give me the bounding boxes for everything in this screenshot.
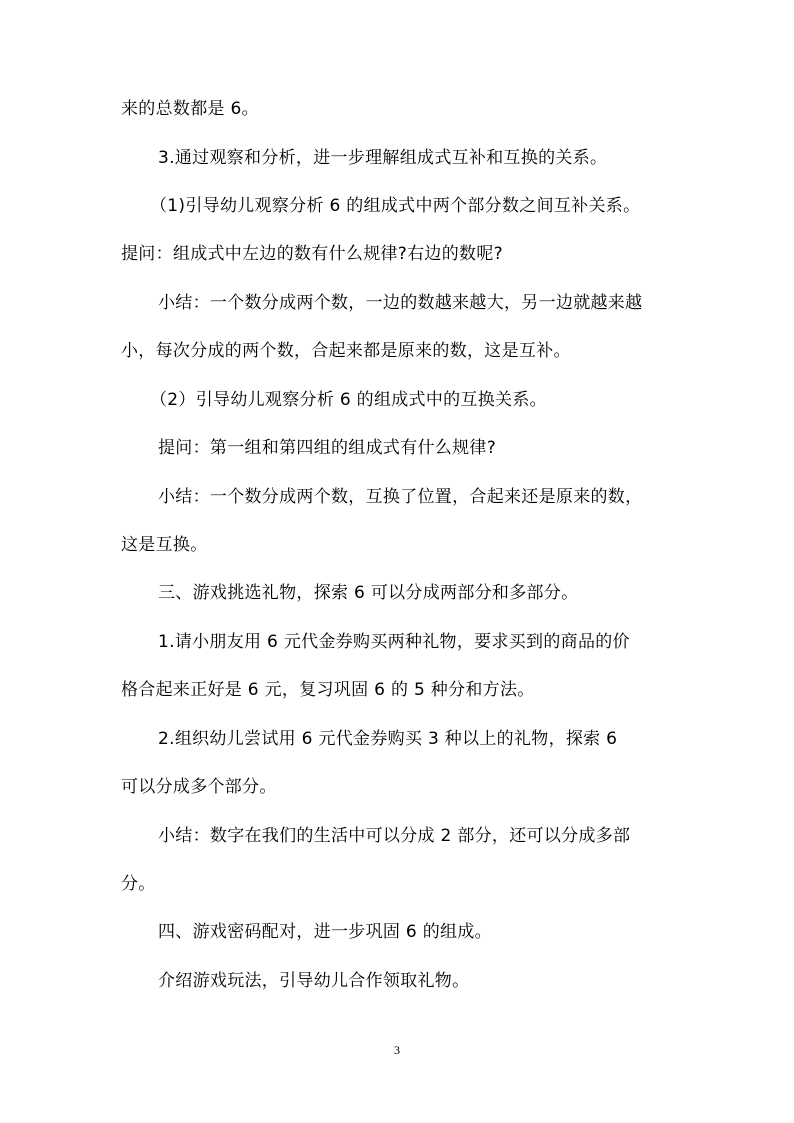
text-line-2: 3.通过观察和分析，进一步理解组成式互补和互换的关系。 bbox=[158, 148, 608, 168]
text-line-15: 可以分成多个部分。 bbox=[121, 777, 277, 797]
text-line-12: 1.请小朋友用 6 元代金券购买两种礼物，要求买到的商品的价 bbox=[158, 632, 630, 652]
text-line-3: （1)引导幼儿观察分析 6 的组成式中两个部分数之间互补关系。 bbox=[150, 196, 641, 216]
text-line-6: 小，每次分成的两个数，合起来都是原来的数，这是互补。 bbox=[121, 341, 571, 361]
page-number: 3 bbox=[394, 1043, 400, 1057]
text-line-11: 三、游戏挑选礼物，探索 6 可以分成两部分和多部分。 bbox=[158, 583, 579, 603]
text-line-1: 来的总数都是 6。 bbox=[121, 99, 259, 119]
text-line-18: 四、游戏密码配对，进一步巩固 6 的组成。 bbox=[158, 922, 492, 942]
text-line-14: 2.组织幼儿尝试用 6 元代金券购买 3 种以上的礼物，探索 6 bbox=[158, 729, 618, 749]
text-line-10: 这是互换。 bbox=[121, 535, 208, 555]
text-line-5: 小结：一个数分成两个数，一边的数越来越大，另一边就越来越 bbox=[158, 293, 643, 313]
text-line-17: 分。 bbox=[121, 874, 156, 894]
text-line-16: 小结：数字在我们的生活中可以分成 2 部分，还可以分成多部 bbox=[158, 826, 631, 846]
text-line-8: 提问：第一组和第四组的组成式有什么规律? bbox=[158, 438, 497, 458]
text-line-19: 介绍游戏玩法，引导幼儿合作领取礼物。 bbox=[158, 971, 470, 991]
text-line-7: （2）引导幼儿观察分析 6 的组成式中的互换关系。 bbox=[150, 390, 547, 410]
text-line-13: 格合起来正好是 6 元，复习巩固 6 的 5 种分和方法。 bbox=[121, 680, 535, 700]
text-line-9: 小结：一个数分成两个数，互换了位置，合起来还是原来的数， bbox=[158, 487, 643, 507]
text-line-4: 提问：组成式中左边的数有什么规律?右边的数呢? bbox=[121, 244, 503, 264]
